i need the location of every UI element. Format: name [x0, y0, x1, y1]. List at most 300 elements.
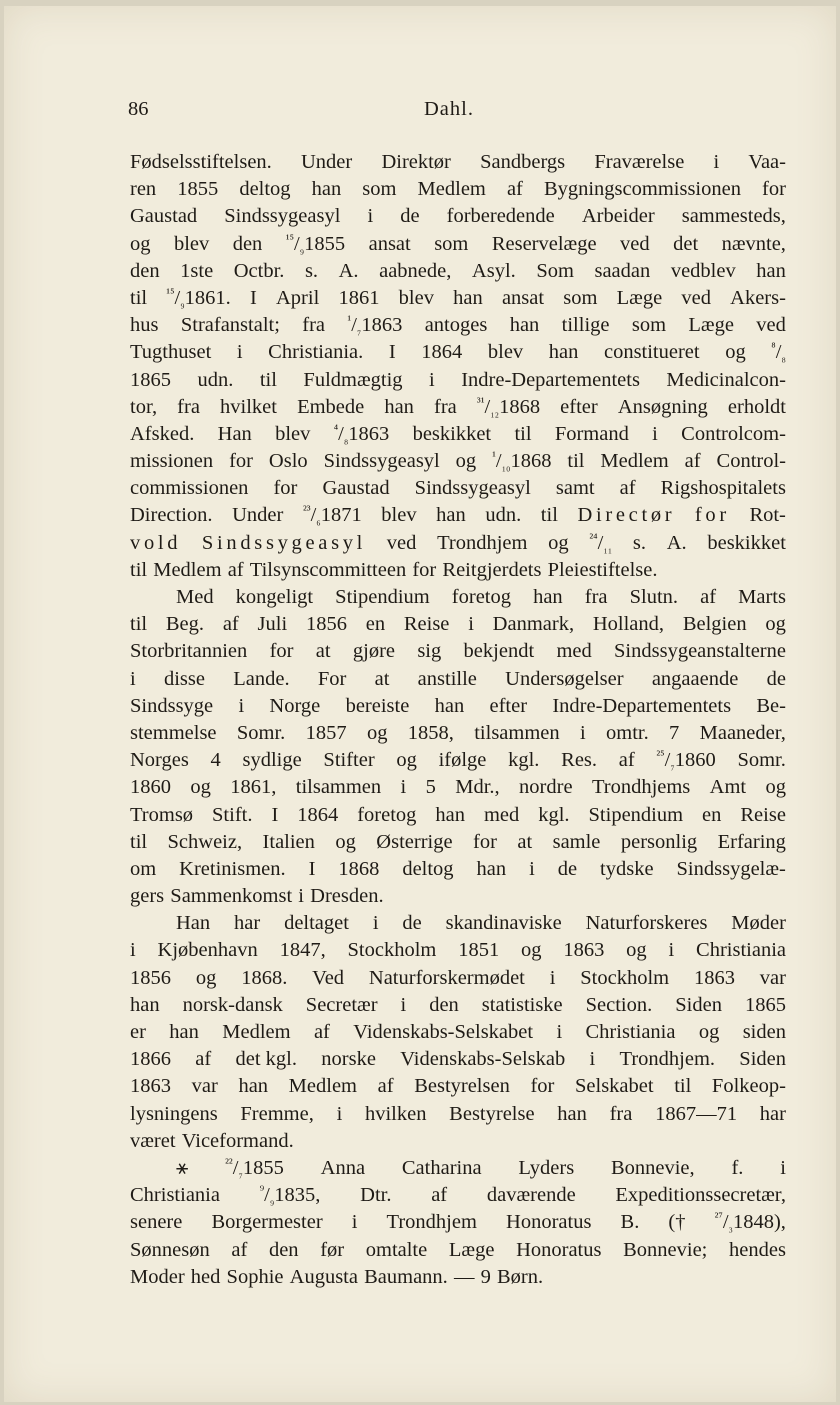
word: foretog	[357, 803, 417, 826]
word: den	[268, 1238, 299, 1261]
word: Juli	[257, 613, 288, 636]
word: 1864	[421, 341, 463, 364]
fraction-denominator: ₇	[238, 1164, 243, 1179]
word: har	[234, 912, 261, 935]
word: 1864	[297, 803, 339, 826]
word: bekjendt	[463, 640, 535, 663]
word: ved	[681, 286, 711, 309]
word: en	[702, 803, 722, 826]
word: Med	[176, 586, 214, 608]
word: Lyders	[518, 1156, 575, 1179]
fraction-numerator: ⁹	[259, 1183, 265, 1198]
word: til	[259, 368, 277, 391]
word: 1856	[305, 613, 347, 636]
word: Sandbergs	[480, 151, 566, 173]
word: til	[130, 613, 148, 636]
word: Læge	[448, 1238, 495, 1261]
word: Sindssygeasyl	[414, 477, 531, 500]
word: Trondhjem	[386, 1211, 477, 1234]
word: skandinaviske	[445, 912, 562, 935]
word: han	[548, 341, 579, 364]
word: 1868	[338, 857, 380, 880]
word: erholdt	[727, 395, 786, 418]
word: og	[366, 721, 388, 744]
word: til	[540, 504, 558, 527]
word: for	[473, 830, 497, 853]
word: han	[130, 993, 160, 1016]
word: var	[191, 1075, 218, 1098]
word: B.	[620, 1211, 640, 1234]
word: Gaustad	[322, 477, 390, 500]
word: tilsammen	[295, 776, 382, 799]
word: Schweiz,	[167, 830, 243, 853]
word: Reise	[740, 803, 786, 826]
word: vedblev	[670, 259, 736, 282]
word: han	[384, 395, 414, 418]
word: af	[619, 477, 636, 500]
word: Norges	[130, 749, 189, 772]
word: samt	[555, 477, 595, 500]
fraction-denominator: ₉	[299, 240, 305, 255]
word: som	[434, 232, 469, 255]
word: stemmelse	[130, 721, 217, 744]
word: 1863	[693, 966, 735, 989]
word: af	[313, 1021, 330, 1043]
word: i	[367, 205, 374, 228]
word: —	[453, 1265, 475, 1288]
word: med	[556, 640, 592, 663]
word: Bestyrelse	[449, 1102, 535, 1125]
word: Belgien	[682, 613, 747, 636]
word: i	[236, 341, 243, 364]
word: Asyl.	[471, 259, 516, 282]
word: 1865	[130, 368, 171, 391]
fraction-numerator: ¹⁵	[285, 231, 295, 246]
word: han	[169, 1021, 199, 1043]
word: Tromsø	[130, 803, 194, 826]
word: var	[759, 966, 786, 989]
word: hvilket	[220, 395, 277, 418]
word: Danmark,	[492, 613, 575, 636]
word: Reitgjerdets	[442, 558, 542, 581]
word: Italien	[262, 830, 315, 853]
word: s.	[632, 531, 646, 554]
text-line	[130, 693, 786, 720]
word: bereiste	[345, 694, 410, 717]
text-line	[130, 557, 786, 584]
word: hendes	[729, 1238, 786, 1261]
fraction-numerator: ²²	[225, 1155, 233, 1170]
word: $^{^{15}}/_{_9}1861$.	[166, 285, 231, 309]
word: i	[336, 1102, 343, 1125]
word: $^{^9}/_{_9}1835$,	[259, 1183, 321, 1207]
text-line	[130, 856, 786, 883]
word: i	[529, 857, 535, 880]
word: gjøre	[352, 640, 396, 663]
text-line	[130, 1073, 786, 1100]
word: nævnte,	[721, 232, 786, 255]
word: blev	[398, 286, 434, 309]
word: commissionen	[130, 477, 249, 500]
word: angaaende	[651, 667, 739, 690]
word: ansat	[368, 232, 411, 255]
word: blev	[487, 341, 524, 364]
word: 1868.	[241, 966, 288, 989]
text-line	[130, 339, 786, 366]
word: Som	[536, 259, 574, 282]
word: Undersøgelser	[505, 667, 624, 690]
word: af	[431, 1184, 448, 1207]
word: i	[429, 368, 435, 391]
word: For	[317, 667, 347, 690]
word: og	[698, 1021, 720, 1043]
word: til	[130, 286, 148, 309]
word: Bonnevie,	[610, 1156, 695, 1179]
word: 1867—71	[655, 1102, 738, 1125]
word: Stifter	[323, 749, 375, 772]
fraction-numerator: ³¹	[476, 394, 485, 409]
text-line	[130, 910, 786, 937]
word: omtalte	[365, 1238, 428, 1261]
word: tor,	[130, 395, 158, 418]
word: 9	[480, 1265, 491, 1288]
word: Fødselsstiftelsen.	[130, 151, 272, 173]
word: i	[556, 1021, 563, 1043]
word: i	[298, 885, 304, 908]
word: og	[765, 613, 786, 636]
fraction-numerator: ⁸	[771, 340, 776, 355]
word: $^{^8}/_{_8}$	[771, 340, 786, 364]
word: Læge	[688, 314, 734, 337]
text-line	[130, 312, 786, 339]
word: Ansøgning	[617, 395, 708, 418]
word: 1847,	[279, 939, 326, 962]
word: ifølge	[438, 749, 487, 772]
word: Vaa-	[748, 151, 786, 173]
word: Folkeop-	[711, 1075, 786, 1098]
word: for	[530, 1075, 555, 1098]
word: 1858,	[407, 721, 454, 744]
word: Expeditionssecretær,	[615, 1184, 786, 1207]
word: Videnskabs-Selskabet	[353, 1021, 534, 1043]
word: $^{^{15}}/_{_9}1855$	[285, 231, 346, 255]
text-line	[130, 448, 786, 475]
fraction-denominator: ₉	[269, 1192, 275, 1207]
word: de	[766, 667, 786, 690]
word: Borgermester	[211, 1211, 323, 1234]
word: har	[759, 1102, 786, 1125]
word: at	[315, 640, 331, 663]
fraction-denominator: ₆	[316, 512, 321, 527]
word: tilsammen	[474, 721, 560, 744]
word: Fuldmægtig	[303, 368, 403, 391]
word: af	[227, 558, 244, 581]
word: Stipendium	[588, 803, 684, 826]
word: hvilken	[364, 1102, 427, 1125]
word: 1851	[458, 939, 500, 962]
word: han	[435, 803, 465, 826]
word: Medlem	[153, 558, 222, 581]
word: lysningens	[130, 1102, 218, 1125]
word: de	[402, 912, 422, 935]
text-line	[130, 584, 786, 611]
word: som	[631, 314, 667, 337]
word: April	[276, 286, 320, 309]
text-line	[130, 421, 786, 448]
word: Dtr.	[360, 1184, 392, 1207]
text-line	[130, 829, 786, 856]
word: Storbritannien	[130, 640, 248, 663]
word: $^{^4}/_{_8}1863$	[333, 421, 390, 445]
word: Trondhjem	[437, 531, 528, 554]
word: med	[483, 803, 520, 826]
word: før	[320, 1238, 345, 1261]
word: sammesteds,	[681, 205, 786, 228]
word: Rot-	[749, 504, 786, 527]
word: han	[434, 694, 465, 717]
word: og	[195, 966, 217, 989]
word: $^{^1}/_{_7}1863$	[347, 313, 403, 337]
word: hus	[130, 314, 159, 337]
word: Res.	[561, 749, 598, 772]
text-line	[130, 1046, 786, 1073]
word: Tugthuset	[130, 341, 212, 364]
word: i	[400, 776, 407, 799]
word: af	[700, 586, 717, 608]
word: for	[273, 477, 298, 500]
text-line	[130, 475, 786, 502]
word: i	[130, 939, 136, 962]
word: sydlige	[242, 749, 302, 772]
word: det kgl.	[235, 1048, 297, 1071]
word: og	[190, 776, 211, 799]
word: Medlem	[417, 178, 486, 201]
word: Fraværelse	[594, 151, 685, 173]
word: han	[453, 286, 483, 309]
word: (†	[668, 1211, 686, 1234]
word: Medlem	[222, 1021, 291, 1043]
word: Naturforskermødet	[368, 966, 525, 989]
word: Han	[176, 912, 211, 935]
word: deltog	[402, 857, 454, 880]
word: senere	[130, 1211, 183, 1234]
word: han	[509, 314, 540, 337]
word: efter	[489, 694, 528, 717]
word: i	[372, 912, 379, 935]
word: i	[713, 151, 720, 173]
word: I	[271, 803, 279, 826]
word: af	[506, 178, 523, 201]
text-line	[130, 747, 786, 774]
word: Stockholm	[347, 939, 437, 962]
word: Embede	[297, 395, 365, 418]
word: sig	[417, 640, 442, 663]
word: antoges	[424, 314, 488, 337]
word: ren	[130, 178, 157, 201]
word: daværende	[486, 1184, 576, 1207]
word: i	[400, 993, 407, 1016]
word: han	[557, 1102, 587, 1125]
word: Sophie	[226, 1265, 284, 1288]
word: ved	[386, 531, 417, 554]
word: Stockholm	[580, 966, 670, 989]
word: kongeligt	[235, 586, 314, 608]
word: af	[222, 613, 239, 636]
word: A.	[666, 531, 687, 554]
word: for	[762, 178, 786, 201]
word: Christiania	[585, 1021, 676, 1043]
word: af	[231, 1238, 248, 1261]
word: Kretinismen.	[179, 857, 286, 880]
word: til	[130, 830, 148, 853]
word: Videnskabs-Selskab	[400, 1048, 566, 1071]
word: Direction.	[130, 504, 213, 527]
word: vold	[130, 531, 182, 554]
word: I	[388, 341, 396, 364]
word: deltaget	[284, 912, 349, 935]
word: han	[756, 259, 786, 282]
word: I	[308, 857, 316, 880]
word: blev	[173, 232, 210, 255]
word: i	[652, 422, 658, 445]
word: nordre	[519, 776, 573, 799]
word: Moder	[130, 1265, 185, 1288]
word: 1866	[130, 1048, 171, 1071]
word: Medlem	[600, 450, 669, 473]
word: beskikket	[412, 422, 492, 445]
word: som	[362, 178, 397, 201]
word: i	[579, 721, 586, 744]
word: til	[130, 558, 148, 581]
word: efter	[560, 395, 598, 418]
word: siden	[742, 1021, 786, 1043]
text-line	[130, 1209, 786, 1236]
word: Bestyrelsen	[414, 1075, 510, 1098]
word: fra	[434, 395, 457, 418]
word: Be-	[756, 694, 786, 717]
fraction-numerator: ¹	[492, 449, 496, 464]
word: f.	[731, 1156, 744, 1179]
word: 1855	[177, 178, 219, 201]
word: Beg.	[165, 613, 205, 636]
word: Rigshospitalets	[660, 477, 786, 500]
text-line	[130, 149, 786, 176]
word: Ved	[312, 966, 345, 989]
word: den	[130, 259, 160, 282]
word: statistiske	[481, 993, 563, 1016]
book-page	[4, 6, 836, 1402]
word: Augusta	[289, 1265, 358, 1288]
word: Bonnevie;	[623, 1238, 708, 1261]
word: for	[229, 450, 253, 473]
word: disse	[163, 667, 205, 690]
word: Baumann.	[364, 1265, 448, 1288]
text-line	[130, 394, 786, 421]
word: udn.	[197, 368, 234, 391]
word: Honoratus	[506, 1211, 592, 1234]
word: Bygningscommissionen	[543, 178, 741, 201]
word: Amt	[709, 776, 747, 799]
word: Direktør	[381, 151, 451, 173]
word: beskikket	[707, 531, 786, 554]
word: s.	[304, 259, 319, 282]
word: i	[468, 613, 474, 636]
word: Fremme,	[240, 1102, 314, 1125]
word: og	[335, 830, 356, 853]
word: I	[249, 286, 257, 309]
word: Stipendium	[335, 586, 430, 608]
word: Mdr.,	[455, 776, 500, 799]
word: om	[130, 857, 157, 880]
word: Sindssyge	[130, 694, 214, 717]
word: ansat	[501, 286, 545, 309]
word: Børn.	[496, 1265, 544, 1288]
word: og	[765, 776, 786, 799]
word: Sindssygeasyl	[224, 205, 341, 228]
word: den	[232, 232, 263, 255]
word: Medicinalcon-	[666, 368, 786, 391]
word: 1863	[130, 1075, 171, 1098]
word: Slutn.	[629, 586, 679, 608]
fraction-denominator: ₇	[670, 757, 675, 772]
word: Oslo	[268, 450, 308, 473]
word: $^{^{24}}/_{_{11}}$	[589, 530, 613, 554]
fraction-denominator: ₇	[356, 322, 362, 337]
word: Arbeider	[581, 205, 655, 228]
running-head: Dahl.	[424, 98, 474, 120]
word: constitueret	[603, 341, 700, 364]
word: fra	[584, 586, 608, 608]
word: Secretær	[305, 993, 378, 1016]
word: tillige	[561, 314, 610, 337]
word: $^{^{27}}/_{_3}1848$),	[714, 1210, 786, 1234]
fraction-denominator: ₁₂	[490, 403, 500, 418]
text-line	[130, 774, 786, 801]
word: Catharina	[401, 1156, 482, 1179]
word: Østerrige	[376, 830, 453, 853]
word: fra	[302, 314, 326, 337]
word: Marts	[738, 586, 786, 608]
word: Sindssygeasyl	[201, 531, 367, 554]
word: og	[130, 232, 151, 255]
text-line	[130, 965, 786, 992]
word: kgl.	[508, 749, 540, 772]
word: $^{^{23}}/_{_6}1871$	[302, 503, 362, 527]
word: ved	[756, 314, 786, 337]
text-line	[130, 367, 786, 394]
word: Medlem	[288, 1075, 357, 1098]
fraction-numerator: ²⁷	[714, 1210, 723, 1225]
word: gers	[130, 885, 165, 908]
word: og	[548, 531, 569, 554]
text-line	[130, 720, 786, 747]
word: Somr.	[737, 749, 786, 772]
word: af	[195, 1048, 212, 1071]
text-line	[130, 992, 786, 1019]
word: i	[130, 667, 136, 690]
word: Octbr.	[233, 259, 285, 282]
word: i	[668, 939, 675, 962]
word: af	[684, 450, 701, 473]
word: Indre-Departementets	[552, 694, 732, 717]
word: de	[400, 205, 420, 228]
word: blev	[275, 422, 311, 445]
fraction-numerator: ¹⁵	[166, 285, 175, 300]
word: i	[238, 694, 245, 717]
word: 7	[669, 721, 680, 744]
fraction-denominator: ₁₁	[603, 539, 613, 554]
word: Indre-Departementets	[461, 368, 640, 391]
